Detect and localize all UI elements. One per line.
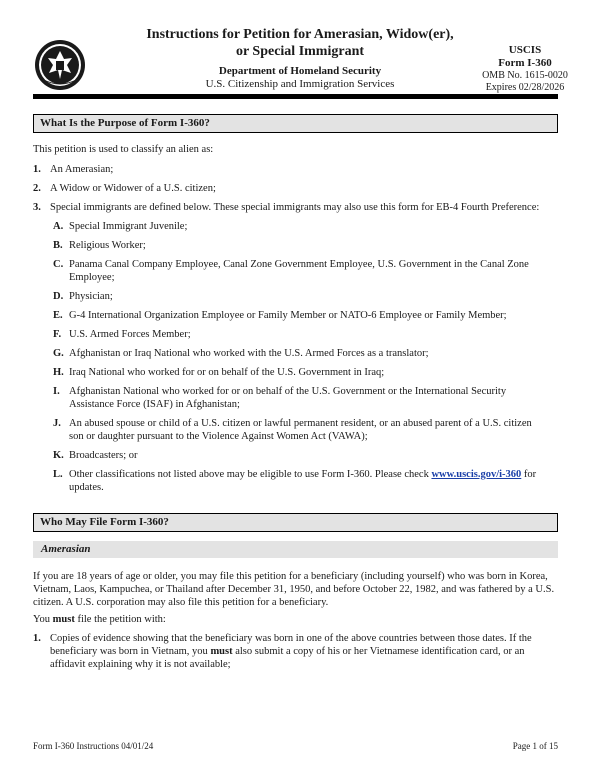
purpose-intro: This petition is used to classify an alien as:: [33, 144, 214, 155]
list-item-text: [50, 632, 555, 671]
must-emphasis: must: [52, 614, 75, 625]
sub-item-text: [69, 468, 547, 494]
amerasian-paragraph: If you are 18 years of age or older, you may file this petition for a beneficiary (including yourself) who was born in Korea, Vietnam, Laos, Kampuchea, or Thailand after December 31, 1950, and before October 22, 1982, and was fathered by a U.S. citizen. A U.S. corporation may also file this petition for a beneficiary.: [33, 571, 555, 608]
sub-item-letter: B.: [53, 240, 63, 251]
sub-item-letter: A.: [53, 221, 64, 232]
list-item-text: An Amerasian;: [50, 164, 114, 175]
expiration-date: Expires 02/28/2026: [485, 82, 565, 93]
dhs-seal-icon: [34, 39, 86, 91]
sub-item-letter: L.: [53, 469, 63, 480]
sub-item-text-start: Other classifications not listed above may be eligible to use Form I-360. Please check: [69, 469, 432, 480]
must-file-end: file the petition with:: [74, 614, 166, 625]
sub-item-text: Broadcasters; or: [69, 450, 138, 461]
document-title: [110, 26, 490, 60]
sub-item-text: Afghanistan or Iraq National who worked with the U.S. Armed Forces as a translator;: [69, 348, 429, 359]
section-heading-who-may-file: Who May File Form I-360?: [33, 513, 558, 532]
sub-item-text: U.S. Armed Forces Member;: [69, 329, 191, 340]
sub-item-text: An abused spouse or child of a U.S. citizen or lawful permanent resident, or an abused parent of a U.S. citizen son or daughter pursuant to the Violence Against Women Act (VAWA);: [69, 418, 532, 442]
sub-item-letter: G.: [53, 348, 64, 359]
sub-item-letter: D.: [53, 291, 64, 302]
list-item-text: Special immigrants are defined below. These special immigrants may also use this form for EB-4 Fourth Preference:: [50, 202, 540, 213]
evidence-text-end: also submit a copy of his or her Vietnamese identification card, or an affidavit explaining why it is not available;: [50, 646, 525, 670]
title-line-1: Instructions for Petition for Amerasian, Widow(er),: [146, 27, 454, 42]
sub-item-letter: I.: [53, 386, 60, 397]
sub-item-text: Physician;: [69, 291, 113, 302]
sub-item-text: Iraq National who worked for or on behalf of the U.S. Government in Iraq;: [69, 367, 385, 378]
must-emphasis: must: [210, 646, 233, 657]
list-item-number: 1.: [33, 633, 41, 644]
footer-page-number: Page 1 of 15: [512, 741, 558, 751]
subsection-heading-amerasian: Amerasian: [33, 541, 558, 558]
sub-item-letter: C.: [53, 259, 64, 270]
form-number: Form I-360: [498, 57, 552, 69]
list-item-text: A Widow or Widower of a U.S. citizen;: [50, 183, 216, 194]
must-file-statement: [33, 613, 558, 626]
evidence-text-start: Copies of evidence showing that the beneficiary was born in one of the above countries between those dates. If the beneficiary was born in Vietnam, you: [50, 633, 532, 657]
sub-item-letter: F.: [53, 329, 62, 340]
sub-item-letter: J.: [53, 418, 61, 429]
header-divider: [33, 94, 558, 99]
sub-item-text: Religious Worker;: [69, 240, 146, 251]
title-line-2: or Special Immigrant: [235, 44, 365, 59]
sub-item-text-end: for updates.: [69, 469, 537, 493]
sub-item-letter: H.: [53, 367, 64, 378]
footer-form-edition: Form I-360 Instructions 04/01/24: [33, 741, 154, 751]
sub-item-text: G-4 International Organization Employee or Family Member or NATO-6 Employee or Family Member;: [69, 310, 507, 321]
department-block: [150, 65, 450, 91]
omb-number: OMB No. 1615-0020: [482, 70, 568, 81]
sub-item-text: Panama Canal Company Employee, Canal Zone Government Employee, U.S. Government in the Canal Zone Employee;: [69, 259, 529, 283]
department-name: Department of Homeland Security: [218, 65, 382, 77]
sub-item-letter: E.: [53, 310, 63, 321]
sub-item-text: Afghanistan National who worked for or on behalf of the U.S. Government or the International Security Assistance Force (ISAF) in Afghanistan;: [69, 386, 507, 410]
agency-abbreviation: USCIS: [508, 44, 542, 56]
uscis-i360-link[interactable]: www.uscis.gov/i-360: [431, 469, 522, 480]
list-item-number: 1.: [33, 164, 41, 175]
form-identifier-block: [470, 44, 580, 94]
list-item-number: 2.: [33, 183, 41, 194]
sub-item-letter: K.: [53, 450, 64, 461]
section-heading-purpose: What Is the Purpose of Form I-360?: [33, 114, 558, 133]
must-file-start: You: [33, 614, 53, 625]
list-item-number: 3.: [33, 202, 41, 213]
agency-name: U.S. Citizenship and Immigration Services: [205, 78, 395, 90]
sub-item-text: Special Immigrant Juvenile;: [69, 221, 188, 232]
